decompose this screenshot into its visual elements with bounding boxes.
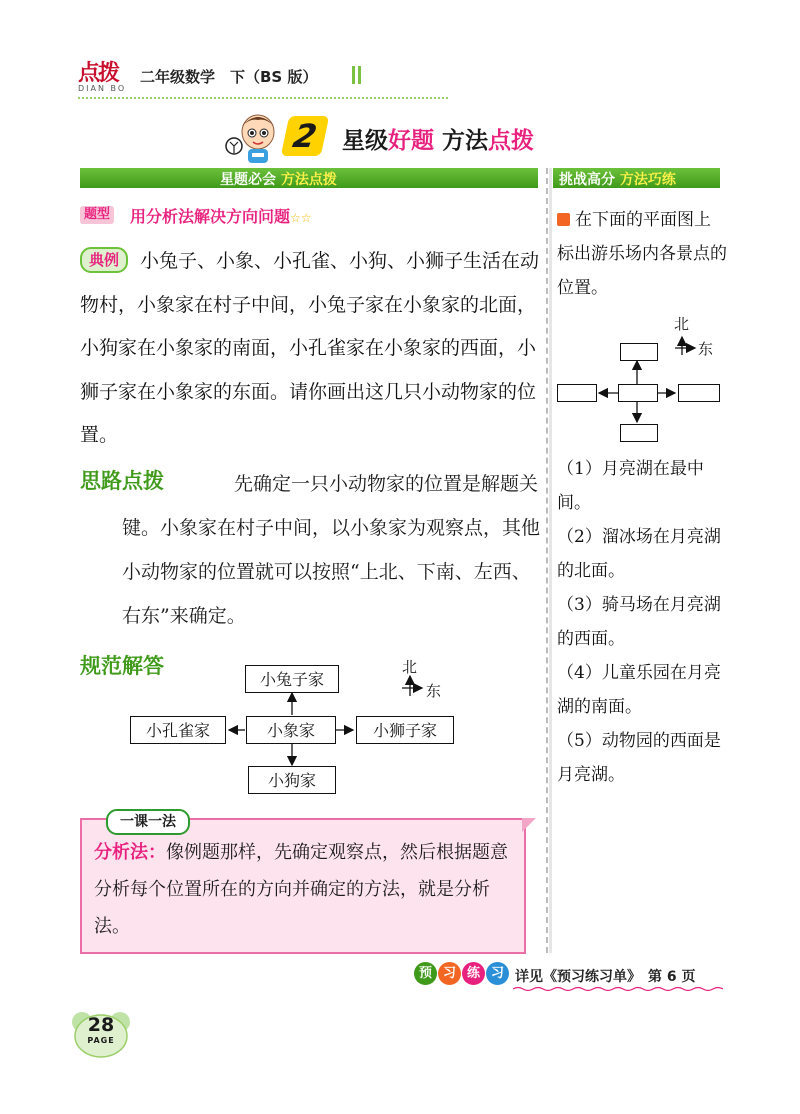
- section-title-part1: 星级: [342, 128, 388, 154]
- exercise-intro: 在下面的平面图上标出游乐场内各景点的位置。: [557, 210, 727, 298]
- publisher-logo: [78, 62, 136, 96]
- west-box-peacock: 小孔雀家: [130, 716, 226, 744]
- section-number-badge: 2: [281, 116, 330, 156]
- exercise-east-label: 东: [698, 340, 714, 358]
- method-card-body: 像例题那样，先确定观察点，然后根据题意分析每个位置所在的方向并确定的方法，就是分析法。: [94, 842, 508, 937]
- preview-tag-4: 习: [486, 962, 509, 985]
- right-banner-part1: 挑战高分: [559, 172, 620, 188]
- example-text: 小兔子、小象、小孔雀、小狗、小狮子生活在动物村，小象家在村子中间，小兔子家在小象家的北面，小狗家在小象家的南面，小孔雀家在小象家的西面，小狮子家在小象家的东面。请你画出这几只小动物家的位置。: [80, 250, 540, 446]
- exercise-bullet-icon: [557, 213, 570, 226]
- preview-tag-3: 练: [462, 962, 485, 985]
- section-title-part2: 好题: [388, 128, 434, 154]
- east-box-lion: 小狮子家: [356, 716, 454, 744]
- example-badge: 典例: [80, 247, 128, 273]
- answer-label: 规范解答: [80, 654, 164, 678]
- exercise-item-2: （2）溜冰场在月亮湖的北面。: [557, 527, 721, 581]
- exercise-north-label: 北: [674, 315, 690, 333]
- footer-wave-decoration: [513, 986, 723, 992]
- right-banner-part2: 方法巧练: [619, 172, 676, 188]
- header-bars-decoration: [352, 66, 364, 88]
- method-card-label: 分析法：: [94, 842, 166, 863]
- topic-text: 用分析法解决方向问题: [130, 207, 291, 226]
- preview-tag-2: 习: [438, 962, 461, 985]
- exercise-item-4: （4）儿童乐园在月亮湖的南面。: [557, 663, 721, 717]
- right-column-banner: [553, 168, 720, 188]
- preview-reference: 详见《预习练习单》 第 6 页: [515, 969, 696, 985]
- topic-type-tag: 题型: [80, 206, 114, 224]
- method-card-tab: 一课一法: [106, 809, 190, 835]
- exercise-item-1: （1）月亮湖在最中间。: [557, 459, 704, 513]
- left-banner-part1: 星题必会: [220, 172, 281, 188]
- preview-tag-1: 预: [414, 962, 437, 985]
- exercise-item-3: （3）骑马场在月亮湖的西面。: [557, 595, 721, 649]
- difficulty-stars: ☆☆: [290, 211, 312, 225]
- exercise-north-box[interactable]: [620, 343, 658, 361]
- answer-north-label: 北: [402, 658, 418, 676]
- column-divider: [546, 168, 548, 953]
- topic-heading: [130, 204, 312, 227]
- exercise-east-box[interactable]: [678, 384, 720, 402]
- page-number: 28: [87, 1014, 115, 1036]
- thinking-label: 思路点拨: [80, 469, 164, 493]
- thinking-text: 先确定一只小动物家的位置是解题关键。小象家在村子中间，以小象家为观察点，其他小动物家的位置就可以按照“上北、下南、左西、右东”来确定。: [122, 473, 541, 627]
- section-title-part3: 方法: [434, 128, 489, 154]
- header-dotted-rule: [78, 97, 448, 99]
- method-card-fold: [522, 818, 536, 832]
- left-banner-part2: 方法点拨: [280, 172, 337, 188]
- logo-text: 点拨: [78, 60, 119, 86]
- center-box-elephant: 小象家: [246, 716, 336, 744]
- left-column-banner: [80, 168, 538, 188]
- exercise-center-box[interactable]: [618, 384, 658, 402]
- exercise-west-box[interactable]: [557, 384, 597, 402]
- exercise-south-box[interactable]: [620, 424, 658, 442]
- mascot-boy-icon: [222, 106, 282, 166]
- exercise-item-5: （5）动物园的西面是月亮湖。: [557, 731, 721, 785]
- book-title: 二年级数学 下（BS 版）: [140, 68, 318, 86]
- south-box-dog: 小狗家: [248, 766, 336, 794]
- method-card-text: [94, 834, 514, 945]
- exercise-items: [557, 452, 725, 792]
- page-word: PAGE: [87, 1036, 115, 1045]
- section-title-part4: 点拨: [488, 128, 535, 154]
- logo-subtext: DIAN BO: [78, 84, 127, 93]
- north-box-rabbit: 小兔子家: [245, 665, 339, 693]
- column-divider-shadow: [549, 168, 552, 953]
- section-title: [342, 122, 534, 155]
- answer-east-label: 东: [426, 682, 442, 700]
